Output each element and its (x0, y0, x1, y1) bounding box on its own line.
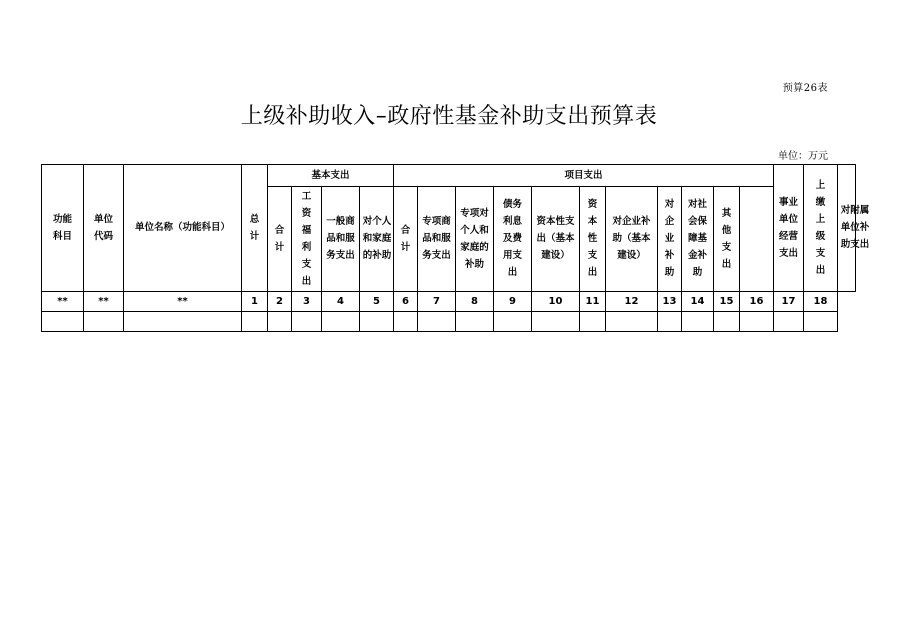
header-individual-subsidy: 对个人和家庭的补助 (360, 187, 394, 292)
index-cell: 11 (580, 291, 606, 311)
index-cell: 15 (714, 291, 740, 311)
header-basic-total: 合计 (268, 187, 292, 292)
index-unit-name: ** (124, 291, 242, 311)
header-func-subject: 功能科目 (42, 165, 84, 292)
index-cell: 12 (606, 291, 658, 311)
header-social-security: 对社会保障基金补助 (682, 187, 714, 292)
data-cell (124, 311, 242, 331)
header-goods-services: 一般商品和服务支出 (322, 187, 360, 292)
data-cell (394, 311, 418, 331)
unit-label: 单位：万元 (778, 151, 828, 162)
data-cell (532, 311, 580, 331)
index-cell: 14 (682, 291, 714, 311)
header-enterprise-construction: 对企业补助（基本建设） (606, 187, 658, 292)
index-func-subject: ** (42, 291, 84, 311)
header-basic-expenditure: 基本支出 (268, 165, 394, 187)
header-total: 总计 (242, 165, 268, 292)
header-unit-name: 单位名称（功能科目） (124, 165, 242, 292)
data-cell (494, 311, 532, 331)
header-affiliated: 对附属单位补助支出 (838, 165, 856, 292)
data-cell (360, 311, 394, 331)
index-cell: 18 (804, 291, 838, 311)
header-unit-code: 单位代码 (84, 165, 124, 292)
header-special-individual: 专项对个人和家庭的补助 (456, 187, 494, 292)
data-cell (292, 311, 322, 331)
index-cell: 6 (394, 291, 418, 311)
header-special-goods: 专项商品和服务支出 (418, 187, 456, 292)
data-cell (84, 311, 124, 331)
index-cell: 1 (242, 291, 268, 311)
header-project-total: 合计 (394, 187, 418, 292)
index-cell: 2 (268, 291, 292, 311)
header-project-expenditure: 项目支出 (394, 165, 774, 187)
index-cell: 17 (774, 291, 804, 311)
index-cell: 8 (456, 291, 494, 311)
index-cell: 3 (292, 291, 322, 311)
index-cell: 9 (494, 291, 532, 311)
data-cell (774, 311, 804, 331)
header-business-ops: 事业单位经营支出 (774, 165, 804, 292)
budget-table (41, 164, 870, 332)
data-cell (804, 311, 838, 331)
data-cell (714, 311, 740, 331)
data-cell (606, 311, 658, 331)
empty-data-row (42, 311, 856, 331)
header-debt-interest: 债务利息及费用支出 (494, 187, 532, 292)
page-title: 上级补助收入–政府性基金补助支出预算表 (240, 104, 658, 129)
data-cell (740, 311, 774, 331)
index-cell: 10 (532, 291, 580, 311)
data-cell (268, 311, 292, 331)
index-cell: 16 (740, 291, 774, 311)
header-row-1 (42, 165, 856, 187)
header-wages: 工资福利支出 (292, 187, 322, 292)
data-cell (682, 311, 714, 331)
index-cell: 7 (418, 291, 456, 311)
header-remit-upper: 上缴上级支出 (804, 165, 838, 292)
data-cell (418, 311, 456, 331)
index-cell: 13 (658, 291, 682, 311)
data-cell (456, 311, 494, 331)
data-cell (242, 311, 268, 331)
index-cell: 4 (322, 291, 360, 311)
header-enterprise: 对企业补助 (658, 187, 682, 292)
form-number: 预算26表 (782, 83, 828, 94)
index-cell: 5 (360, 291, 394, 311)
index-unit-code: ** (84, 291, 124, 311)
index-row (42, 291, 856, 311)
header-capital-construction: 资本性支出（基本建设） (532, 187, 580, 292)
header-capital: 资本性支出 (580, 187, 606, 292)
data-cell (580, 311, 606, 331)
data-cell (658, 311, 682, 331)
data-cell (42, 311, 84, 331)
header-other: 其他支出 (714, 187, 740, 292)
data-cell (322, 311, 360, 331)
